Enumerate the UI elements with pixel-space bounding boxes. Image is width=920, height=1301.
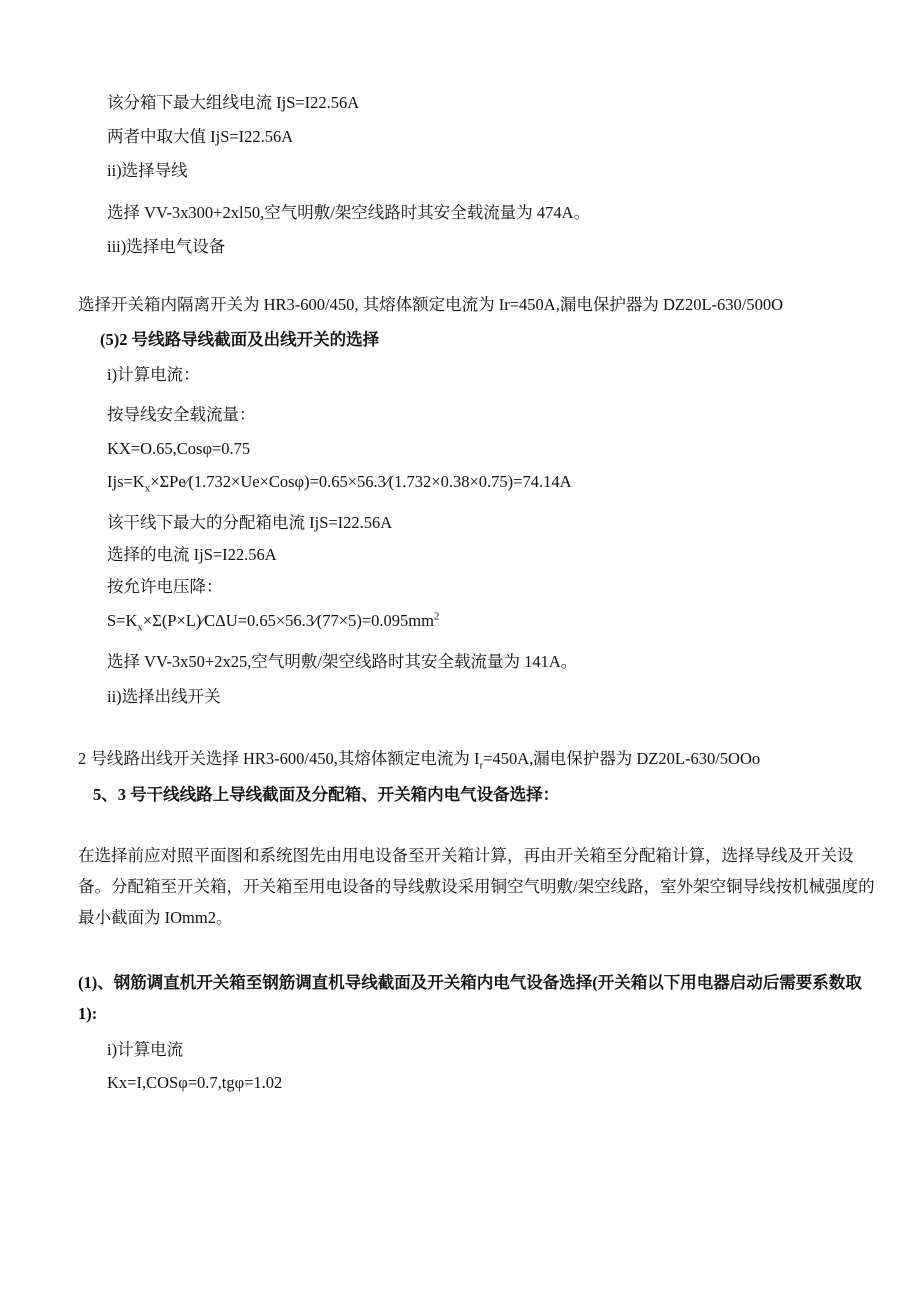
formula-s-superscript: 2 — [433, 610, 440, 623]
body-paragraph: 在选择前应对照平面图和系统图先由用电设备至开关箱计算，再由开关箱至分配箱计算，选择导线及开关设备。分配箱至开关箱，开关箱至用电设备的导线敷设采用铜空气明敷/架空线路，室外架空铜导线按机械强度的最小截面为 IOmm2。 — [78, 846, 875, 927]
text-line: 选择 VV-3x50+2x25,空气明敷/架空线路时其安全载流量为 141A。 — [107, 652, 578, 671]
text-line: 按导线安全载流量： — [107, 405, 256, 424]
ir-post: =450A,漏电保护器为 DZ20L-630/5OOo — [483, 749, 761, 768]
formula-s-mid: ×Σ(P×L)⁄CΔU=0.65×56.3⁄(77×5)=0.095mm — [142, 611, 434, 630]
formula-s-lhs: S=K — [107, 611, 138, 630]
text-line: 选择开关箱内隔离开关为 HR3-600/450, 其熔体额定电流为 Ir=450A,漏电保护器为 DZ20L-630/500O — [78, 295, 784, 314]
text-line: ii)选择出线开关 — [107, 687, 221, 706]
text-line: ii)选择导线 — [107, 161, 188, 180]
bold-paragraph: (1)、钢筋调直机开关箱至钢筋调直机导线截面及开关箱内电气设备选择(开关箱以下用电器启动后需要系数取 1): — [78, 973, 862, 1023]
text-line: 按允许电压降： — [107, 577, 223, 596]
text-line: i)计算电流： — [107, 365, 200, 384]
text-line: Kx=I,COSφ=0.7,tgφ=1.02 — [107, 1073, 283, 1092]
formula-ijs-subscript: x — [144, 482, 151, 495]
text-line: 两者中取大值 IjS=I22.56A — [107, 127, 294, 146]
ir-subscript: r — [479, 759, 484, 772]
text-line: 该分箱下最大组线电流 IjS=I22.56A — [107, 93, 360, 112]
text-line: KX=O.65,Cosφ=0.75 — [107, 439, 251, 458]
formula-s-subscript: x — [137, 621, 143, 634]
text-line: 选择 VV-3x300+2xl50,空气明敷/架空线路时其安全载流量为 474A。 — [107, 203, 591, 222]
formula-ijs-rest: ×ΣPe⁄(1.732×Ue×Cosφ)=0.65×56.3⁄(1.732×0.38×0.75)=74.14A — [150, 472, 572, 491]
formula-s — [107, 610, 439, 632]
section-heading: 5、3 号干线线路上导线截面及分配箱、开关箱内电气设备选择： — [93, 785, 560, 804]
formula-ijs-lhs: Ijs=K — [107, 472, 145, 491]
text-line: iii)选择电气设备 — [107, 237, 226, 256]
section-heading: (5)2 号线路导线截面及出线开关的选择 — [100, 330, 380, 349]
ir-pre: 2 号线路出线开关选择 HR3-600/450,其熔体额定电流为 I — [78, 749, 480, 768]
text-line: 选择的电流 IjS=I22.56A — [107, 545, 277, 564]
formula-ijs — [107, 471, 572, 493]
text-line-ir — [78, 748, 760, 770]
text-line: i)计算电流 — [107, 1040, 184, 1059]
text-line: 该干线下最大的分配箱电流 IjS=I22.56A — [107, 513, 393, 532]
